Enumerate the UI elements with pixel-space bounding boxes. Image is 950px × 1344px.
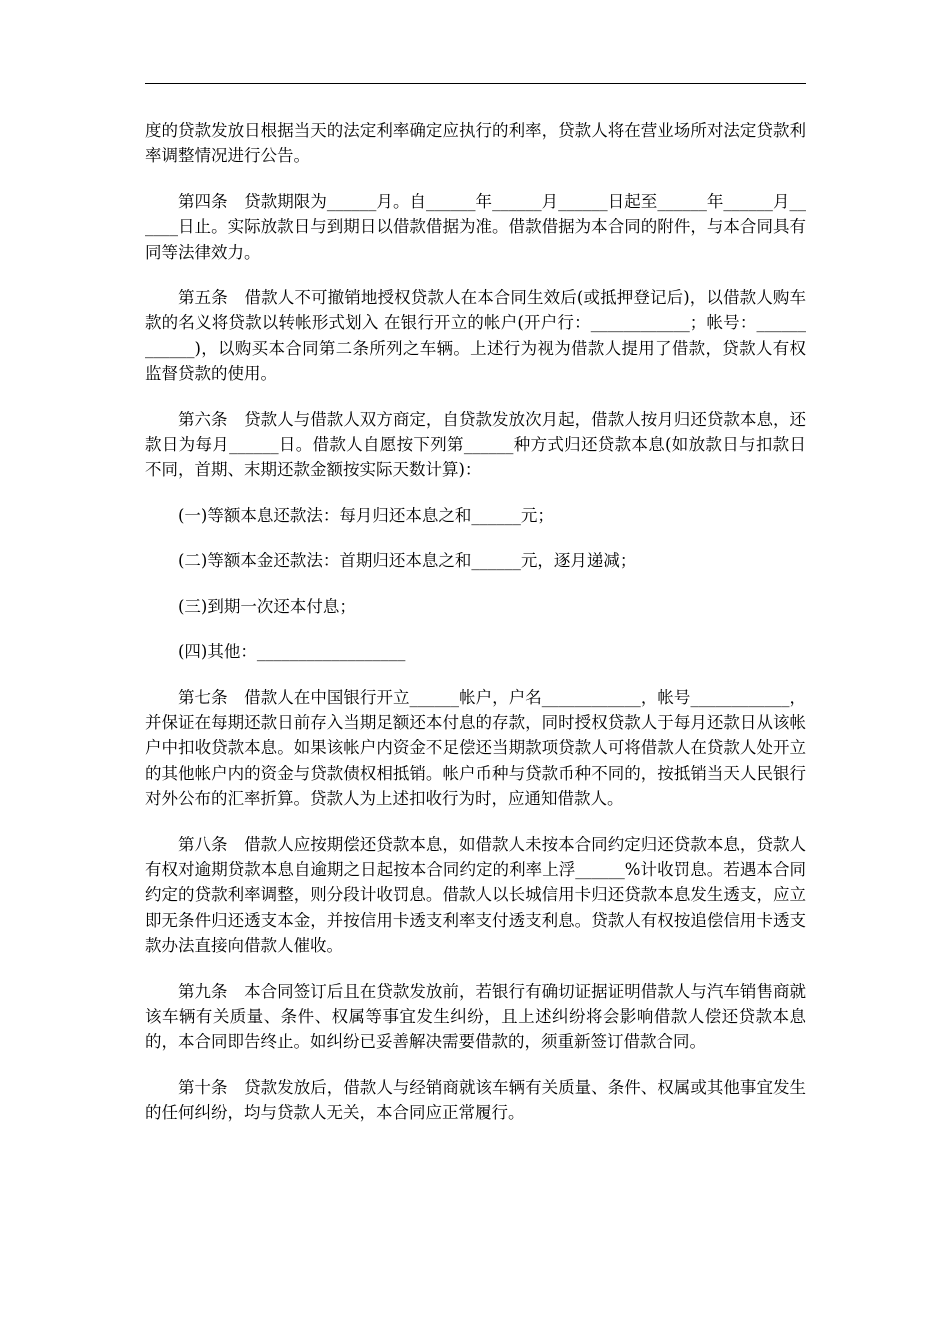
paragraph-gap xyxy=(145,619,806,639)
paragraph-gap xyxy=(145,265,806,285)
paragraph-gap xyxy=(145,812,806,832)
paragraph-gap xyxy=(145,528,806,548)
paragraph-gap xyxy=(145,169,806,189)
repayment-option-2: (二)等额本金还款法：首期归还本息之和______元，逐月递减； xyxy=(178,551,637,571)
paragraph-gap xyxy=(145,959,806,979)
repayment-option-1: (一)等额本息还款法：每月归还本息之和______元； xyxy=(178,505,554,525)
article-8-paragraph: 第八条 借款人应按期偿还贷款本息，如借款人未按本合同约定归还贷款本息，贷款人有权对逾期贷款本息自逾期之日起按本合同约定的利率上浮______%计收罚息。若遇本合同约定的贷款利率调整，则分段计收罚息。借款人以长城信用卡归还贷款本息发生透支，应立即无条件归还透支本金，并按信用卡透支利率支付透支利息。贷款人有权按追偿信用卡透支款办法直接向借款人催收。 xyxy=(145,834,806,956)
document-body xyxy=(145,118,806,1126)
repayment-option-4: (四)其他：__________________ xyxy=(178,642,406,662)
article-10-paragraph: 第十条 贷款发放后，借款人与经销商就该车辆有关质量、条件、权属或其他事宜发生的任何纠纷，均与贷款人无关，本合同应正常履行。 xyxy=(145,1077,806,1123)
intro-paragraph: 度的贷款发放日根据当天的法定利率确定应执行的利率，贷款人将在营业场所对法定贷款利率调整情况进行公告。 xyxy=(145,121,806,166)
paragraph-gap xyxy=(145,1055,806,1075)
paragraph-gap xyxy=(145,483,806,503)
article-6-paragraph: 第六条 贷款人与借款人双方商定，自贷款发放次月起，借款人按月归还贷款本息，还款日为每月______日。借款人自愿按下列第______种方式归还贷款本息(如放款日与扣款日不同，首期、末期还款金额按实际天数计算)： xyxy=(145,409,806,480)
article-4-paragraph: 第四条 贷款期限为______月。自______年______月______日起至______年______月______日止。实际放款日与到期日以借款借据为准。借款借据为本合同的附件，与本合同具有同等法律效力。 xyxy=(145,191,806,262)
paragraph-gap xyxy=(145,665,806,685)
article-5-paragraph: 第五条 借款人不可撤销地授权贷款人在本合同生效后(或抵押登记后)，以借款人购车款的名义将贷款以转帐形式划入 在银行开立的帐户(开户行：____________；帐号：____________)，以购买本合同第二条所列之车辆。上述行为视为借款人提用了借款，贷款人有权监督贷款的使用。 xyxy=(145,288,806,384)
article-9-paragraph: 第九条 本合同签订后且在贷款发放前，若银行有确切证据证明借款人与汽车销售商就该车辆有关质量、条件、权属等事宜发生纠纷，且上述纠纷将会影响借款人偿还贷款本息的，本合同即告终止。如纠纷已妥善解决需要借款的，须重新签订借款合同。 xyxy=(145,981,806,1052)
article-7-paragraph: 第七条 借款人在中国银行开立______帐户，户名____________，帐号____________，并保证在每期还款日前存入当期足额还本付息的存款，同时授权贷款人于每月还款日从该帐户中扣收贷款本息。如果该帐户内资金不足偿还当期款项贷款人可将借款人在贷款人处开立的其他帐户内的资金与贷款债权相抵销。帐户币种与贷款币种不同的，按抵销当天人民银行对外公布的汇率折算。贷款人为上述扣收行为时，应通知借款人。 xyxy=(145,687,806,809)
repayment-option-3: (三)到期一次还本付息； xyxy=(178,596,356,616)
paragraph-gap xyxy=(145,387,806,407)
header-rule xyxy=(145,83,806,84)
paragraph-gap xyxy=(145,574,806,594)
